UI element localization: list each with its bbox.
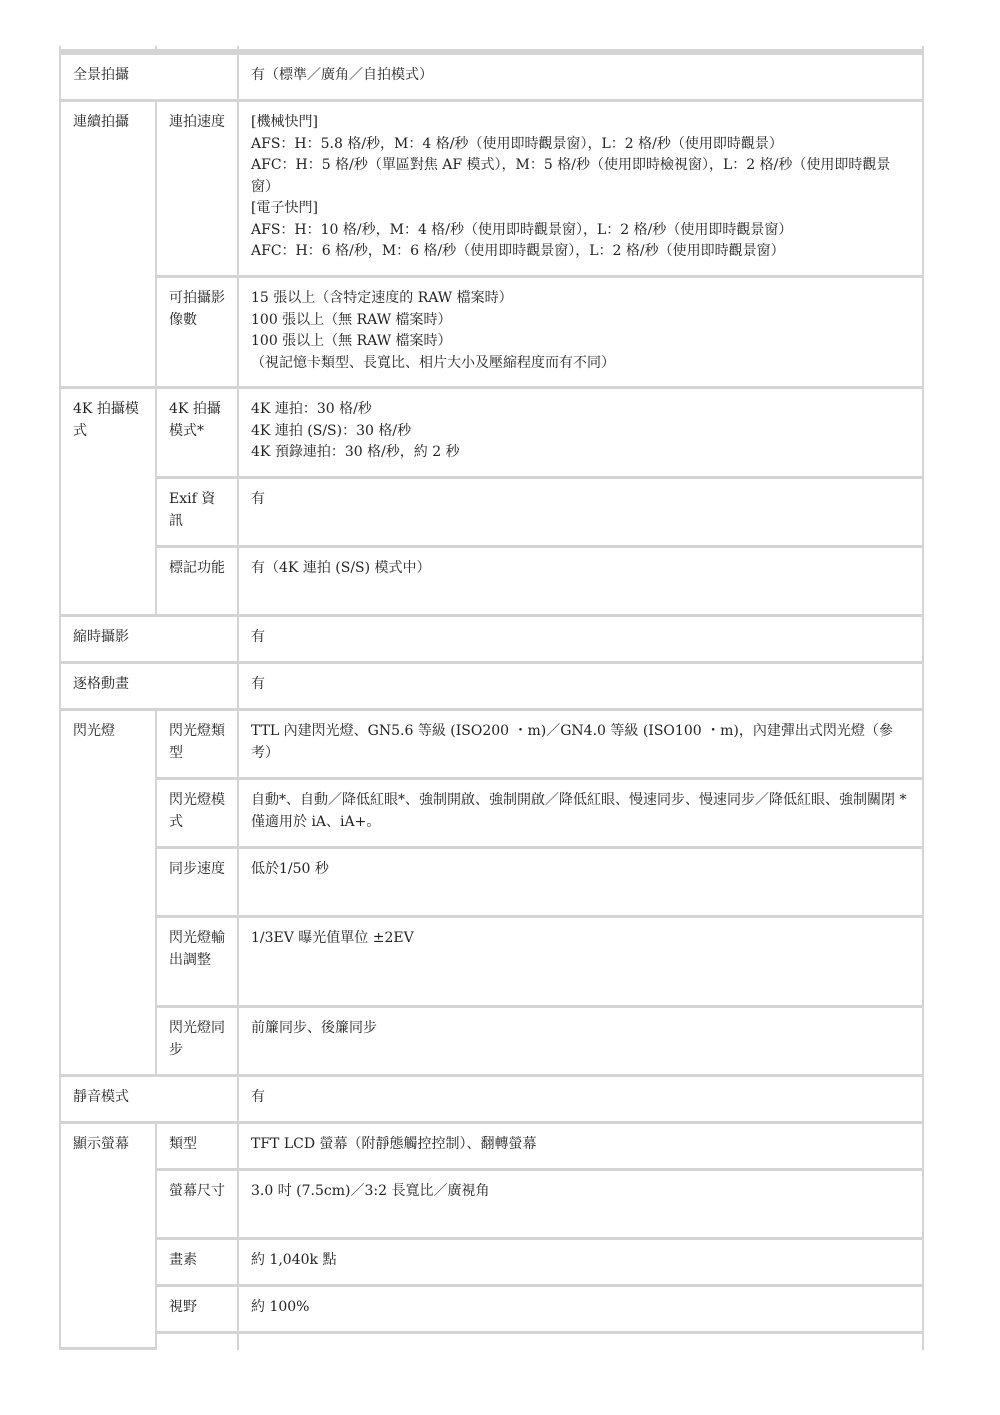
spec-value-line: 3.0 吋 (7.5cm)／3:2 長寬比／廣視角 xyxy=(251,1183,490,1199)
spec-row-monitor-pixels xyxy=(59,1240,924,1287)
spec-value-line: 有 xyxy=(251,676,265,692)
spec-value-line: 100 張以上（無 RAW 檔案時） xyxy=(251,333,452,349)
spec-group-label: 4K 拍攝模式 xyxy=(59,389,157,617)
spec-value-line: 有 xyxy=(251,1089,265,1105)
spec-value-line: AFC：H：5 格/秒（單區對焦 AF 模式），M：5 格/秒（使用即時檢視窗），L：2 格/秒（使用即時觀景窗） xyxy=(251,157,891,195)
spec-row-flash-sync xyxy=(59,1008,924,1077)
spec-sub-label: 視野 xyxy=(157,1287,239,1334)
spec-value xyxy=(239,918,924,1008)
spec-row-monitor-coverage xyxy=(59,1287,924,1334)
spec-value xyxy=(239,278,924,389)
spec-value xyxy=(239,52,924,102)
spec-value xyxy=(239,479,924,548)
spec-row-4k-mode xyxy=(59,389,924,479)
spec-label: 縮時攝影 xyxy=(59,617,239,664)
spec-value xyxy=(239,617,924,664)
spec-value-line: 低於1/50 秒 xyxy=(251,861,329,877)
spec-row-silent-mode xyxy=(59,1077,924,1124)
spec-value-line: 100 張以上（無 RAW 檔案時） xyxy=(251,311,452,328)
spec-value-line: 15 張以上（含特定速度的 RAW 檔案時） xyxy=(251,290,513,306)
spec-value-line: 有 xyxy=(251,629,265,645)
spec-value-line: 有（標準／廣角／自拍模式） xyxy=(251,67,433,83)
spec-sub-label: 標記功能 xyxy=(157,548,239,617)
spec-table-container xyxy=(59,46,924,1350)
bottom-stub-row xyxy=(59,1334,924,1350)
spec-row-panorama xyxy=(59,52,924,102)
spec-sub-label: 類型 xyxy=(157,1124,239,1171)
spec-value-line: 自動*、自動／降低紅眼*、強制開啟、強制開啟／降低紅眼、慢速同步、慢速同步／降低紅眼、強制關閉 * 僅適用於 iA、iA+。 xyxy=(251,792,907,830)
spec-sub-label: 可拍攝影像數 xyxy=(157,278,239,389)
spec-value xyxy=(239,1077,924,1124)
spec-value-line: 約 1,040k 點 xyxy=(251,1252,337,1268)
spec-sub-label: 閃光燈輸出調整 xyxy=(157,918,239,1008)
spec-row-exif xyxy=(59,479,924,548)
spec-value xyxy=(239,1287,924,1334)
spec-value-line: 有（4K 連拍 (S/S) 模式中） xyxy=(251,560,431,576)
spec-value-line: 有 xyxy=(251,491,265,507)
spec-value xyxy=(239,1171,924,1240)
spec-label: 靜音模式 xyxy=(59,1077,239,1124)
spec-group-label: 連續拍攝 xyxy=(59,102,157,389)
spec-value-line: 約 100% xyxy=(251,1299,310,1315)
spec-row-buffer xyxy=(59,278,924,389)
spec-value-line: AFS：H：5.8 格/秒，M：4 格/秒（使用即時觀景窗），L：2 格/秒（使用即時觀景） xyxy=(251,135,783,152)
spec-row-stop-motion xyxy=(59,664,924,711)
spec-value xyxy=(239,780,924,849)
spec-row-sync-speed xyxy=(59,849,924,918)
spec-sub-label: 閃光燈模式 xyxy=(157,780,239,849)
spec-value-line: TFT LCD 螢幕（附靜態觸控控制）、翻轉螢幕 xyxy=(251,1136,537,1152)
spec-value xyxy=(239,1124,924,1171)
spec-label: 逐格動畫 xyxy=(59,664,239,711)
spec-value-line: 前簾同步、後簾同步 xyxy=(251,1020,377,1036)
spec-value xyxy=(239,664,924,711)
spec-value-line: 4K 連拍 (S/S)：30 格/秒 xyxy=(251,422,412,439)
spec-value xyxy=(239,548,924,617)
spec-value-line: [電子快門] xyxy=(251,200,318,216)
spec-value-line: [機械快門] xyxy=(251,114,318,130)
spec-value xyxy=(239,711,924,780)
spec-value-line: AFS：H：10 格/秒，M：4 格/秒（使用即時觀景窗），L：2 格/秒（使用即時觀景窗） xyxy=(251,221,793,238)
spec-value-line: 1/3EV 曝光值單位 ±2EV xyxy=(251,930,414,946)
spec-sub-label: 螢幕尺寸 xyxy=(157,1171,239,1240)
spec-label: 全景拍攝 xyxy=(59,52,239,102)
spec-value-line: TTL 內建閃光燈、GN5.6 等級 (ISO200 ・m)／GN4.0 等級 (ISO100 ・m)，內建彈出式閃光燈（參考） xyxy=(251,723,893,761)
spec-value-line: AFC：H：6 格/秒，M：6 格/秒（使用即時觀景窗），L：2 格/秒（使用即時觀景窗） xyxy=(251,243,785,259)
spec-value xyxy=(239,849,924,918)
spec-table xyxy=(59,46,924,1350)
spec-sub-label: Exif 資訊 xyxy=(157,479,239,548)
spec-row-burst-speed xyxy=(59,102,924,278)
spec-group-label: 顯示螢幕 xyxy=(59,1124,157,1350)
spec-row-flash-type xyxy=(59,711,924,780)
spec-sub-label: 連拍速度 xyxy=(157,102,239,278)
spec-row-marking xyxy=(59,548,924,617)
spec-value-line: （視記憶卡類型、長寬比、相片大小及壓縮程度而有不同） xyxy=(251,354,615,371)
spec-value-line: 4K 預錄連拍：30 格/秒，約 2 秒 xyxy=(251,444,460,460)
spec-value-line: 4K 連拍：30 格/秒 xyxy=(251,401,372,417)
spec-sub-label: 閃光燈同步 xyxy=(157,1008,239,1077)
spec-value xyxy=(239,1008,924,1077)
spec-row-monitor-size xyxy=(59,1171,924,1240)
spec-row-flash-output xyxy=(59,918,924,1008)
spec-sub-label: 同步速度 xyxy=(157,849,239,918)
spec-group-label: 閃光燈 xyxy=(59,711,157,1077)
spec-sub-label: 畫素 xyxy=(157,1240,239,1287)
spec-row-flash-mode xyxy=(59,780,924,849)
spec-value xyxy=(239,389,924,479)
spec-row-monitor-type xyxy=(59,1124,924,1171)
spec-row-timelapse xyxy=(59,617,924,664)
spec-sub-label: 4K 拍攝模式* xyxy=(157,389,239,479)
spec-sub-label: 閃光燈類型 xyxy=(157,711,239,780)
spec-value xyxy=(239,1240,924,1287)
spec-value xyxy=(239,102,924,278)
